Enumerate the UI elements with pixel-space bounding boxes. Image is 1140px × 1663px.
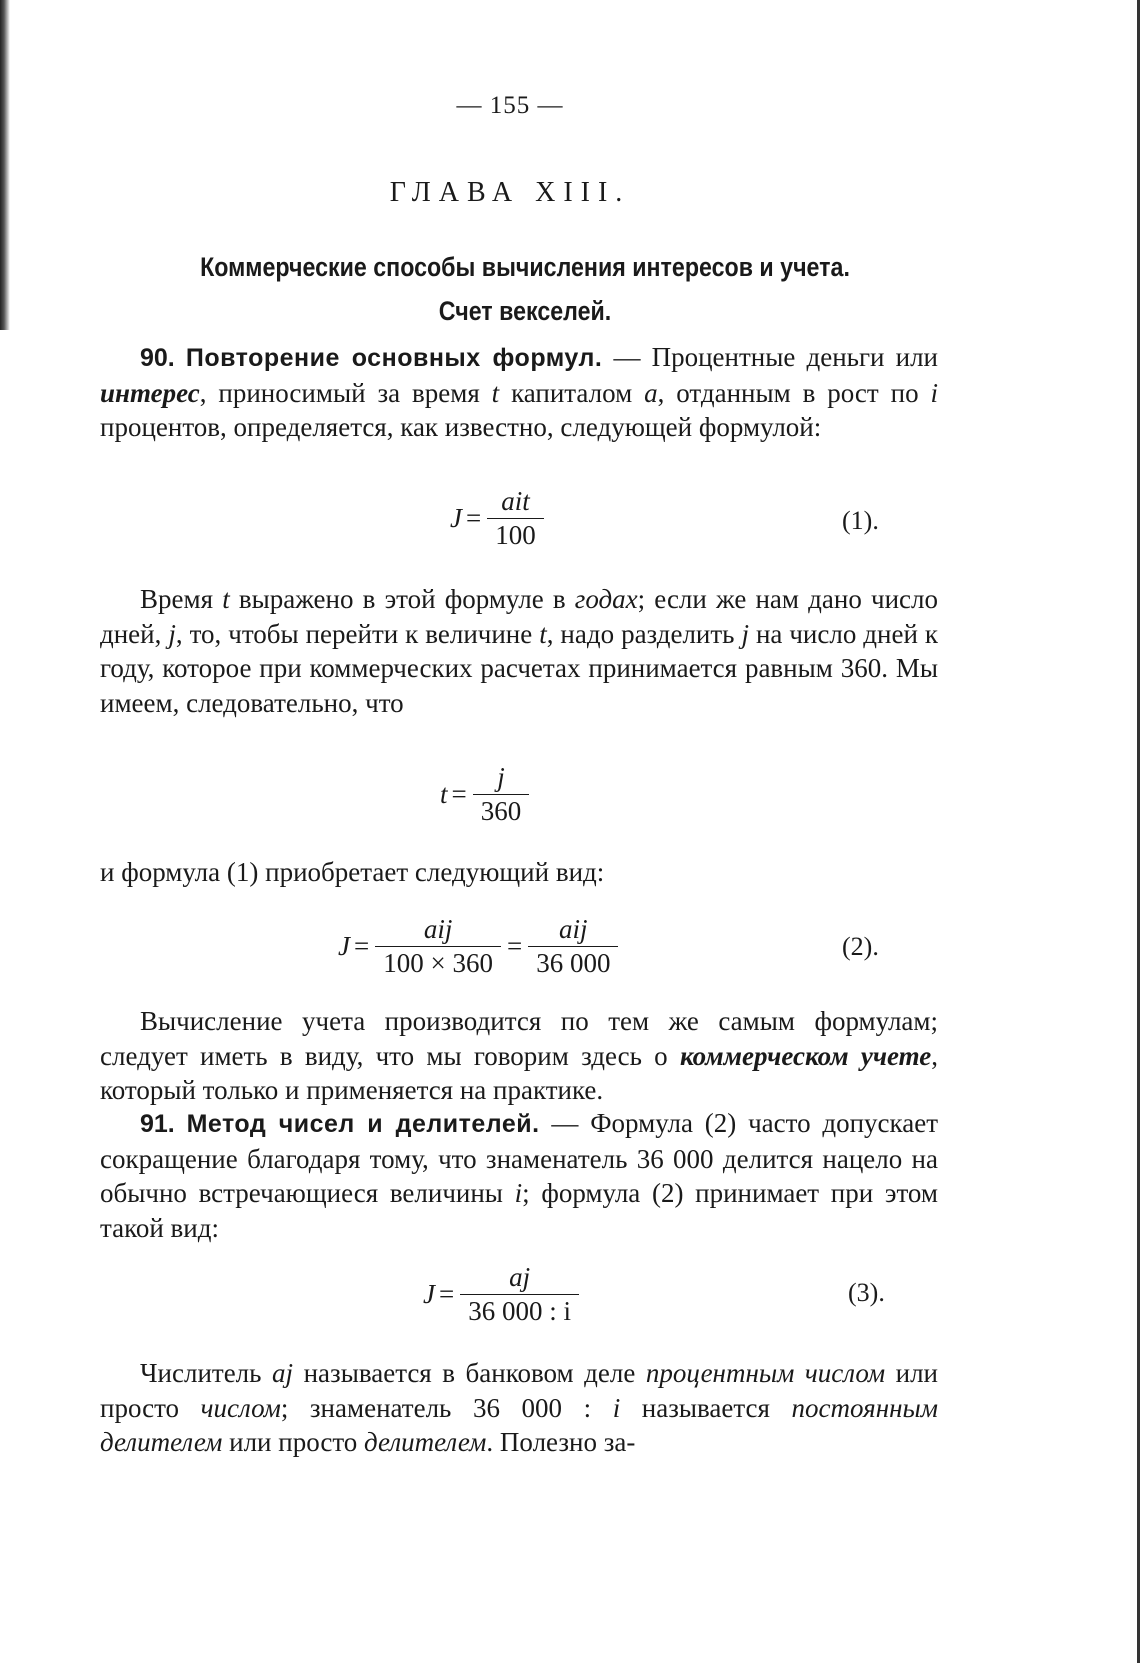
fraction: $\frac{\text{aij}}{100 \times 360}$ bbox=[375, 914, 501, 979]
equation-number-2: (2). bbox=[842, 932, 879, 961]
section-number: 90. bbox=[140, 344, 175, 372]
formula-2: J = $\frac{\text{aij}}{100 \times 360}$ = $\frac{\text{aij}}{36 000}$ bbox=[338, 914, 622, 979]
chapter-title: ГЛАВА XIII. bbox=[389, 177, 631, 208]
section-title: Метод чисел и делителей. bbox=[186, 1110, 540, 1138]
formula-lhs: J bbox=[450, 503, 462, 533]
paragraph-time: Время t выражено в этой формуле в годах; если же нам дано число дней, j, то, чтобы перейти к величине t, надо разделить j на число дней к году, которое при коммерческих расчетах принимается равным 360. Мы имеем, следовательно, что bbox=[100, 584, 939, 718]
equation-number-1: (1). bbox=[842, 506, 879, 535]
section-title: Повторение основных формул. bbox=[185, 344, 603, 372]
section-90-paragraph: 90. Повторение основных формул. — Процентные деньги или интерес, приносимый за время t капиталом a, отданным в рост по i процентов, определяется, как известно, следующей формулой: bbox=[100, 342, 939, 443]
term-commercial-discount: коммерческом учете bbox=[679, 1040, 932, 1071]
formula-t: t = $\frac{j}{360}$ bbox=[440, 762, 533, 827]
term-interest-number: процентным числом bbox=[645, 1358, 886, 1388]
section-91-paragraph: 91. Метод чисел и делителей. — Формула (2) часто допускает сокращение благодаря тому, что знаменатель 36 000 делится нацело на обычно встречающиеся величины i; формула (2) принимает при этом такой вид: bbox=[100, 1108, 939, 1243]
paragraph-formula-transform: и формула (1) приобретает следующий вид: bbox=[100, 857, 605, 887]
page-number: — 155 — bbox=[456, 92, 564, 119]
section-number: 91. bbox=[140, 1110, 175, 1138]
fraction: $\frac{\text{aij}}{36 000}$ bbox=[528, 914, 618, 979]
fraction: $\frac{aj}{36 000 : i}$ bbox=[460, 1262, 579, 1327]
fraction: $\frac{j}{360}$ bbox=[473, 762, 530, 827]
term-interest: интерес bbox=[100, 377, 200, 408]
formula-1: J = $\frac{\text{ait}}{100}$ bbox=[450, 486, 548, 551]
fraction: $\frac{\text{ait}}{100}$ bbox=[487, 486, 544, 551]
paragraph-numbers-divisors: Числитель aj называется в банковом деле процентным числом или просто числом; знаменатель 36 000 : i называется постоянным делителем или просто делителем. Полезно за- bbox=[100, 1358, 938, 1458]
formula-3: J = $\frac{aj}{36 000 : i}$ bbox=[423, 1262, 583, 1327]
term-constant-divisor: постоянным делителем bbox=[100, 1392, 938, 1458]
scan-edge-left bbox=[0, 0, 10, 330]
chapter-heading-line-2: Счет векселей. bbox=[438, 296, 612, 326]
paragraph-discount: Вычисление учета производится по тем же самым формулам; следует иметь в виду, что мы говорим здесь о коммерческом учете, который только и применяется на практике. bbox=[100, 1006, 939, 1106]
chapter-heading-line-1: Коммерческие способы вычисления интересов и учета. bbox=[200, 252, 850, 282]
equation-number-3: (3). bbox=[848, 1278, 885, 1307]
